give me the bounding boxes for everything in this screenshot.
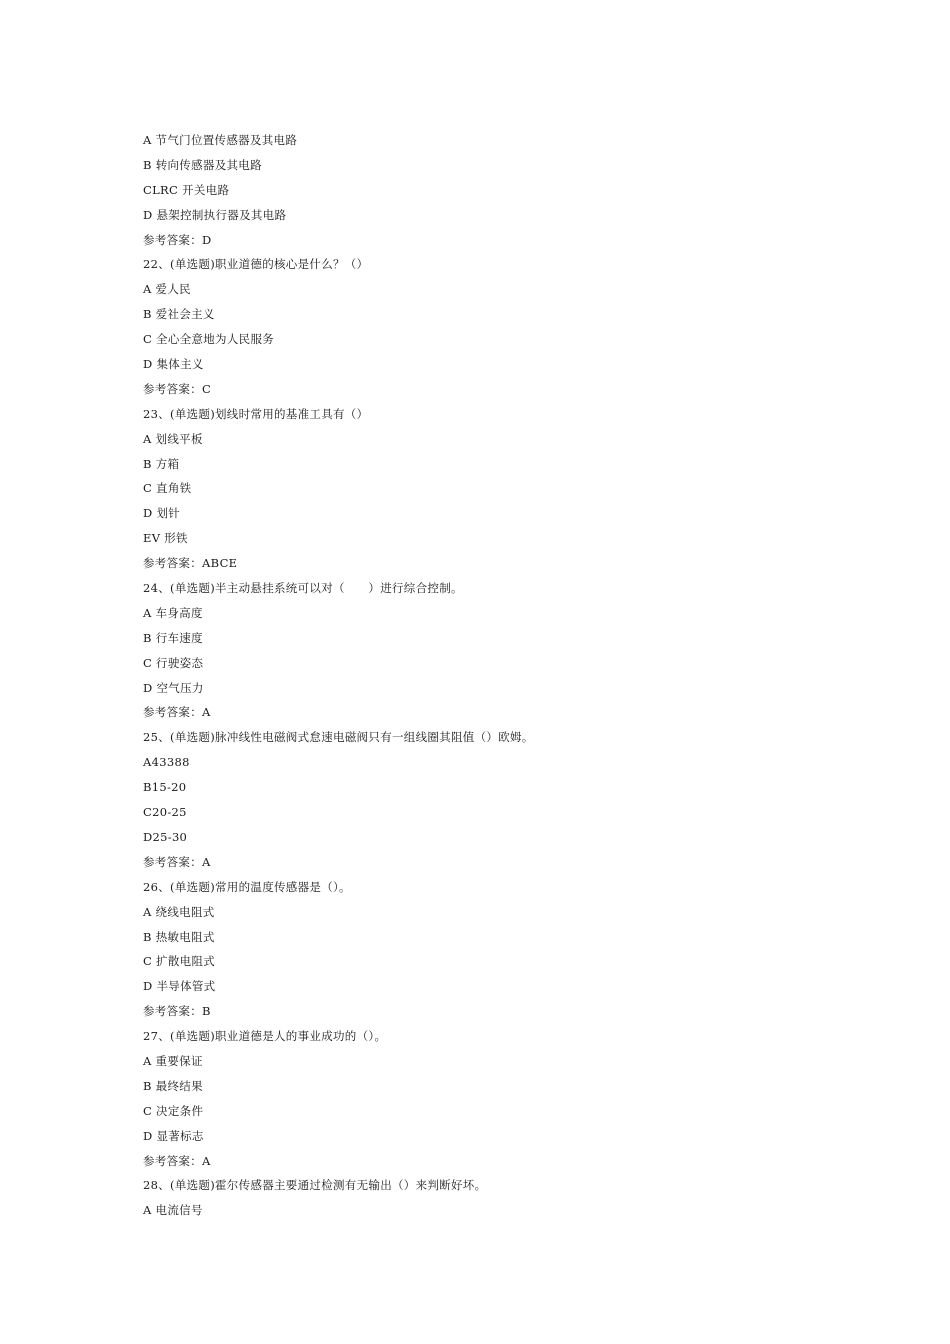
- answer-line: 参考答案：A: [143, 1153, 211, 1168]
- option-line: D 显著标志: [143, 1128, 204, 1143]
- option-line: D 划针: [143, 506, 181, 521]
- question-line: 26、(单选题)常用的温度传感器是（）。: [143, 879, 351, 894]
- answer-line: 参考答案：A: [143, 705, 211, 720]
- question-line: 25、(单选题)脉冲线性电磁阀式怠速电磁阀只有一组线圈其阻值（）欧姆。: [143, 730, 534, 745]
- answer-line: 参考答案：ABCE: [143, 556, 238, 571]
- option-line: A 车身高度: [143, 605, 203, 620]
- option-line: EV 形铁: [143, 531, 188, 546]
- option-line: A 电流信号: [143, 1203, 203, 1218]
- option-line: B 方箱: [143, 456, 180, 471]
- option-line: A 绕线电阻式: [143, 904, 215, 919]
- question-line: 23、(单选题)划线时常用的基准工具有（）: [143, 406, 369, 421]
- text-line: A 节气门位置传感器及其电路: [143, 133, 298, 147]
- answer-line: 参考答案：A: [143, 854, 211, 869]
- answer-line: 参考答案：D: [143, 232, 212, 247]
- option-line: A43388: [143, 755, 190, 770]
- text-line: B 转向传感器及其电路: [143, 157, 262, 172]
- option-line: D 半导体管式: [143, 979, 216, 994]
- option-line: D 集体主义: [143, 357, 204, 372]
- option-line: A 爱人民: [143, 282, 191, 297]
- option-line: A 划线平板: [143, 431, 203, 446]
- answer-line: 参考答案：B: [143, 1004, 211, 1019]
- option-line: A 重要保证: [143, 1053, 203, 1068]
- question-line: 22、(单选题)职业道德的核心是什么？（）: [143, 257, 369, 272]
- question-line: 24、(单选题)半主动悬挂系统可以对（ ）进行综合控制。: [143, 581, 463, 596]
- option-line: C 行驶姿态: [143, 655, 204, 670]
- option-line: C 直角铁: [143, 481, 192, 496]
- option-line: C 全心全意地为人民服务: [143, 332, 275, 347]
- option-line: C 扩散电阻式: [143, 954, 216, 969]
- text-line: D 悬架控制执行器及其电路: [143, 207, 287, 222]
- question-line: 28、(单选题)霍尔传感器主要通过检测有无输出（）来判断好坏。: [143, 1178, 487, 1193]
- option-line: C20-25: [143, 805, 187, 820]
- question-line: 27、(单选题)职业道德是人的事业成功的（）。: [143, 1029, 387, 1044]
- option-line: B 最终结果: [143, 1078, 203, 1093]
- option-line: B15-20: [143, 780, 187, 795]
- text-line: CLRC 开关电路: [143, 182, 230, 197]
- option-line: B 热敏电阻式: [143, 929, 215, 944]
- option-line: B 行车速度: [143, 630, 203, 645]
- option-line: D25-30: [143, 829, 188, 844]
- option-line: B 爱社会主义: [143, 307, 215, 322]
- question-list: [143, 128, 843, 1223]
- answer-line: 参考答案：C: [143, 381, 212, 396]
- option-line: C 决定条件: [143, 1103, 204, 1118]
- option-line: D 空气压力: [143, 680, 204, 695]
